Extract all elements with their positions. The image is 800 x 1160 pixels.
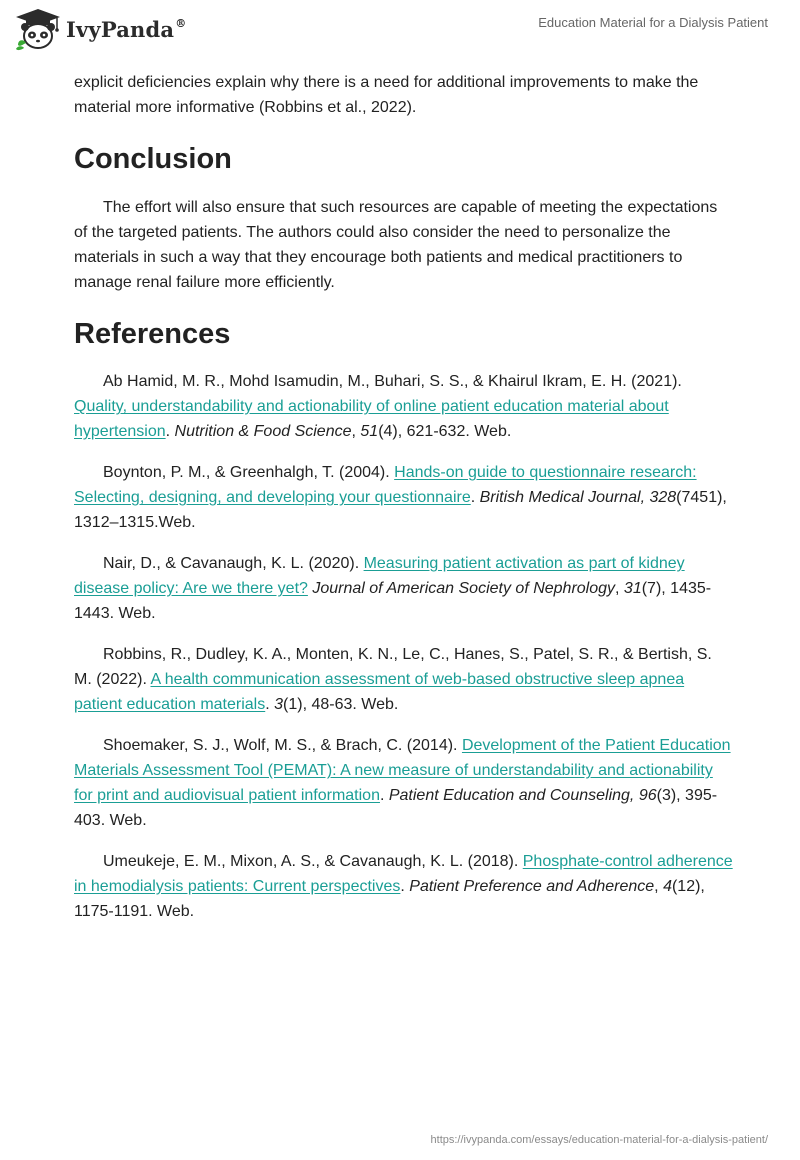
reference-details: (12), 1175-1191. Web.	[74, 878, 705, 920]
reference-details: (4), 621-632. Web.	[378, 423, 512, 440]
reference-separator: .	[400, 878, 410, 895]
reference-volume: 51	[360, 423, 379, 440]
reference-item	[74, 849, 734, 924]
reference-details: (7451), 1312–1315.Web.	[74, 489, 727, 531]
reference-separator: .	[379, 787, 389, 804]
registered-mark: ®	[175, 16, 187, 30]
reference-link[interactable]: Measuring patient activation as part of kidney disease policy: Are we there yet?	[74, 555, 685, 597]
conclusion-paragraph: The effort will also ensure that such resources are capable of meeting the expectations of the targeted patients. The authors could also consider the need to personalize the materials in such a way that they encourage both patients and medical practitioners to manage renal failure more efficiently.	[74, 199, 718, 291]
reference-comma: ,	[351, 423, 361, 440]
references-heading: References	[74, 318, 231, 350]
reference-authors: Ab Hamid, M. R., Mohd Isamudin, M., Buhari, S. S., & Khairul Ikram, E. H. (2021).	[103, 373, 682, 390]
reference-link[interactable]: Phosphate-control adherence in hemodialysis patients: Current perspectives	[74, 853, 733, 895]
reference-journal: Nutrition & Food Science	[174, 423, 352, 440]
reference-item	[74, 551, 734, 626]
reference-link[interactable]: Development of the Patient Education Materials Assessment Tool (PEMAT): A new measure of understandability and actionability for print and audiovisual patient information	[74, 737, 731, 804]
document-body	[74, 70, 734, 940]
reference-authors: Boynton, P. M., & Greenhalgh, T. (2004).	[103, 464, 395, 481]
reference-journal: Patient Education and Counseling, 96	[388, 787, 657, 804]
reference-item	[74, 733, 734, 833]
reference-separator: .	[470, 489, 480, 506]
reference-journal: British Medical Journal, 328	[479, 489, 677, 506]
conclusion-heading: Conclusion	[74, 143, 232, 175]
reference-details: (1), 48-63. Web.	[283, 696, 399, 713]
reference-volume: 4	[663, 878, 672, 895]
reference-item	[74, 460, 734, 535]
reference-details: (3), 395-403. Web.	[74, 787, 718, 829]
reference-journal: Patient Preference and Adherence	[409, 878, 655, 895]
reference-comma: ,	[654, 878, 664, 895]
reference-authors: Umeukeje, E. M., Mixon, A. S., & Cavanaugh, K. L. (2018).	[103, 853, 523, 870]
reference-item	[74, 369, 734, 444]
reference-details: (7), 1435-1443. Web.	[74, 580, 712, 622]
reference-link[interactable]: A health communication assessment of web-based obstructive sleep apnea patient education materials	[74, 671, 685, 713]
page-header	[0, 0, 800, 64]
reference-volume: 3	[274, 696, 284, 713]
ivypanda-logo[interactable]	[14, 7, 186, 51]
reference-comma: ,	[615, 580, 624, 597]
reference-separator: .	[265, 696, 275, 713]
reference-authors: Robbins, R., Dudley, K. A., Monten, K. N., Le, C., Hanes, S., Patel, S. R., & Bertish, S. M. (2022).	[74, 646, 712, 688]
reference-link[interactable]: Quality, understandability and actionability of online patient education material about hypertension	[74, 398, 669, 440]
reference-journal: Journal of American Society of Nephrology	[312, 580, 616, 597]
source-url[interactable]: https://ivypanda.com/essays/education-material-for-a-dialysis-patient/	[430, 1134, 768, 1146]
brand-name: IvyPanda	[66, 16, 175, 42]
reference-authors: Shoemaker, S. J., Wolf, M. S., & Brach, C. (2014).	[103, 737, 462, 754]
reference-volume: 31	[623, 580, 642, 597]
reference-link[interactable]: Hands-on guide to questionnaire research: Selecting, designing, and developing your questionnaire	[74, 464, 697, 506]
document-title: Education Material for a Dialysis Patient	[538, 15, 768, 30]
reference-separator: .	[165, 423, 175, 440]
reference-item	[74, 642, 734, 717]
intro-paragraph: explicit deficiencies explain why there is a need for additional improvements to make the material more informative (Robbins et al., 2022).	[74, 74, 699, 116]
reference-authors: Nair, D., & Cavanaugh, K. L. (2020).	[103, 555, 364, 572]
panda-logo-icon	[14, 7, 62, 51]
